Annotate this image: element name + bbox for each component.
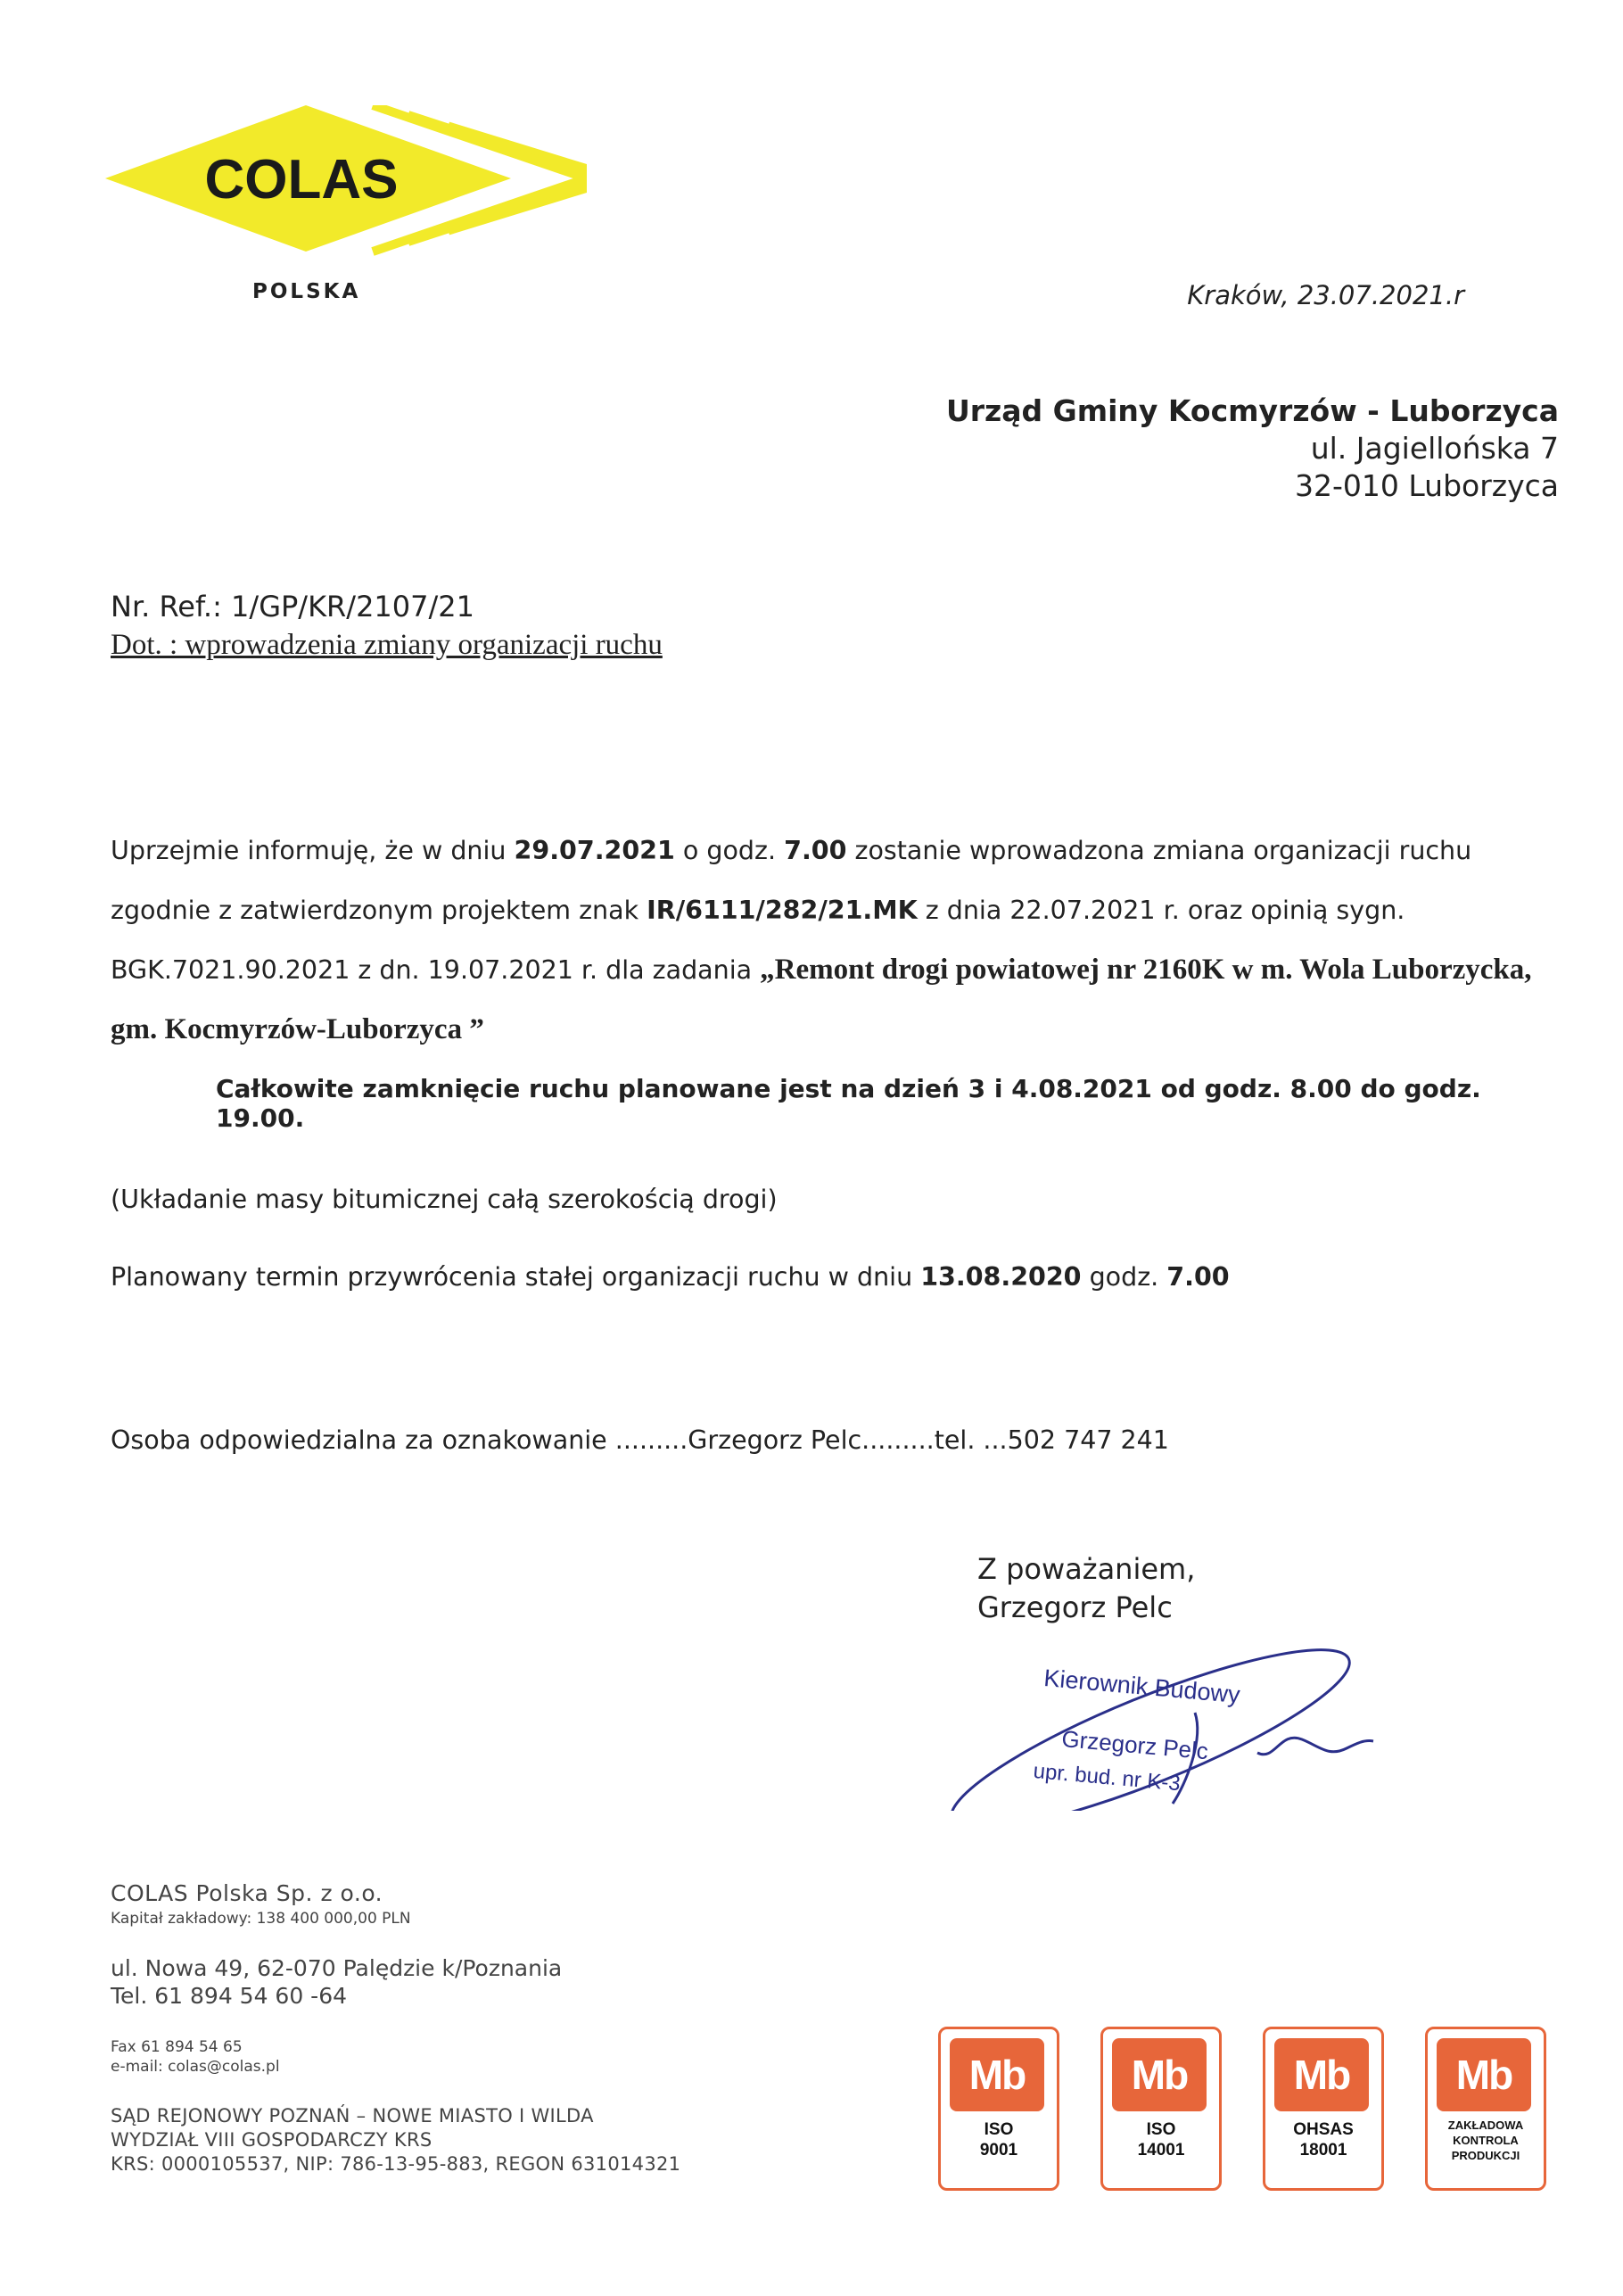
certification-badges	[938, 2027, 1545, 2205]
company-footer	[111, 1880, 680, 2176]
text-segment: o godz.	[674, 836, 785, 865]
recipient-address	[946, 392, 1559, 506]
badge-label: OHSAS 18001	[1293, 2120, 1354, 2160]
note-paragraph: (Układanie masy bitumicznej całą szerokością drogi)	[111, 1185, 778, 1214]
logo-subtitle: POLSKA	[252, 280, 361, 303]
footer-fax: Fax 61 894 54 65	[111, 2037, 243, 2056]
letter-body	[111, 821, 1537, 1455]
footer-address	[111, 1954, 680, 2011]
stamp-license: upr. bud. nr K-3	[1032, 1759, 1182, 1796]
closing-greeting: Z poważaniem,	[977, 1552, 1196, 1586]
footer-registry	[111, 2104, 680, 2176]
colas-logo	[105, 105, 587, 301]
recipient-city: 32-010 Luborzyca	[1294, 468, 1559, 504]
footer-tel: Tel. 61 894 54 60 -64	[111, 1983, 348, 2010]
paragraph-information	[111, 821, 1537, 1060]
reference-subject: Dot. : wprowadzenia zmiany organizacji ruchu	[111, 628, 663, 661]
stamp-title: Kierownik Budowy	[1042, 1664, 1241, 1709]
badge-zkp	[1425, 2027, 1546, 2191]
mb-logo-icon: Mb	[1274, 2038, 1369, 2111]
footer-company: COLAS Polska Sp. z o.o.	[111, 1880, 383, 1906]
footer-street: ul. Nowa 49, 62-070 Palędzie k/Poznania	[111, 1955, 563, 1981]
badge-label: ISO 9001	[979, 2120, 1018, 2160]
colas-logo-icon	[105, 105, 587, 275]
mb-logo-icon: Mb	[950, 2038, 1044, 2111]
footer-contact	[111, 2037, 680, 2078]
stamp-name: Grzegorz Pelc	[1060, 1725, 1210, 1765]
time-highlight: 7.00	[784, 836, 847, 865]
footer-court-3: KRS: 0000105537, NIP: 786-13-95-883, REGON 631014321	[111, 2153, 681, 2176]
restore-paragraph	[111, 1262, 1537, 1292]
mb-logo-icon: Mb	[1437, 2038, 1531, 2111]
date-highlight: 29.07.2021	[514, 836, 675, 865]
badge-iso-9001	[938, 2027, 1059, 2191]
badge-iso-14001	[1100, 2027, 1222, 2191]
badge-label: ZAKŁADOWA KONTROLA PRODUKCJI	[1447, 2118, 1524, 2162]
recipient-street: ul. Jagiellońska 7	[1310, 431, 1559, 467]
footer-capital: Kapitał zakładowy: 138 400 000,00 PLN	[111, 1910, 411, 1928]
signature-stamp	[927, 1606, 1409, 1811]
footer-court-2: WYDZIAŁ VIII GOSPODARCZY KRS	[111, 2129, 433, 2151]
text-segment: Planowany termin przywrócenia stałej organizacji ruchu w dniu	[111, 1262, 921, 1292]
reference-number: Nr. Ref.: 1/GP/KR/2107/21	[111, 590, 474, 624]
closing-name: Grzegorz Pelc	[977, 1590, 1173, 1624]
place-date: Kraków, 23.07.2021.r	[1187, 280, 1464, 310]
mb-logo-icon: Mb	[1112, 2038, 1207, 2111]
project-number: IR/6111/282/21.MK	[647, 896, 918, 925]
text-segment: Uprzejmie informuję, że w dniu	[111, 836, 515, 865]
badge-ohsas-18001	[1263, 2027, 1384, 2191]
footer-court-1: SĄD REJONOWY POZNAŃ – NOWE MIASTO I WILDA	[111, 2105, 594, 2127]
svg-text:COLAS: COLAS	[204, 149, 399, 211]
restore-time: 7.00	[1166, 1262, 1230, 1292]
closure-statement: Całkowite zamknięcie ruchu planowane jest na dzień 3 i 4.08.2021 od godz. 8.00 do godz. 19.00.	[216, 1074, 1481, 1133]
badge-label: ISO 14001	[1137, 2120, 1185, 2160]
reference-block	[111, 589, 663, 664]
recipient-name: Urząd Gminy Kocmyrzów - Luborzyca	[945, 393, 1559, 428]
responsible-person: Osoba odpowiedzialna za oznakowanie .........Grzegorz Pelc.........tel. ...502 747 241	[111, 1425, 1169, 1455]
footer-email: e-mail: colas@colas.pl	[111, 2058, 280, 2077]
task-name: „Remont drogi powiatowej nr 2160K w m. Wola Luborzycka, gm. Kocmyrzów-Luborzyca ”	[111, 954, 1532, 1045]
restore-date: 13.08.2020	[920, 1262, 1082, 1292]
text-segment: z dnia 22.07.2021 r. oraz opinią sygn. BGK.7021.90.2021 z dn. 19.07.2021 r. dla zadania	[111, 896, 1405, 985]
text-segment: zostanie wprowadzona zmiana organizacji ruchu zgodnie z zatwierdzonym projektem znak	[111, 836, 1472, 925]
text-segment: godz.	[1081, 1262, 1167, 1292]
